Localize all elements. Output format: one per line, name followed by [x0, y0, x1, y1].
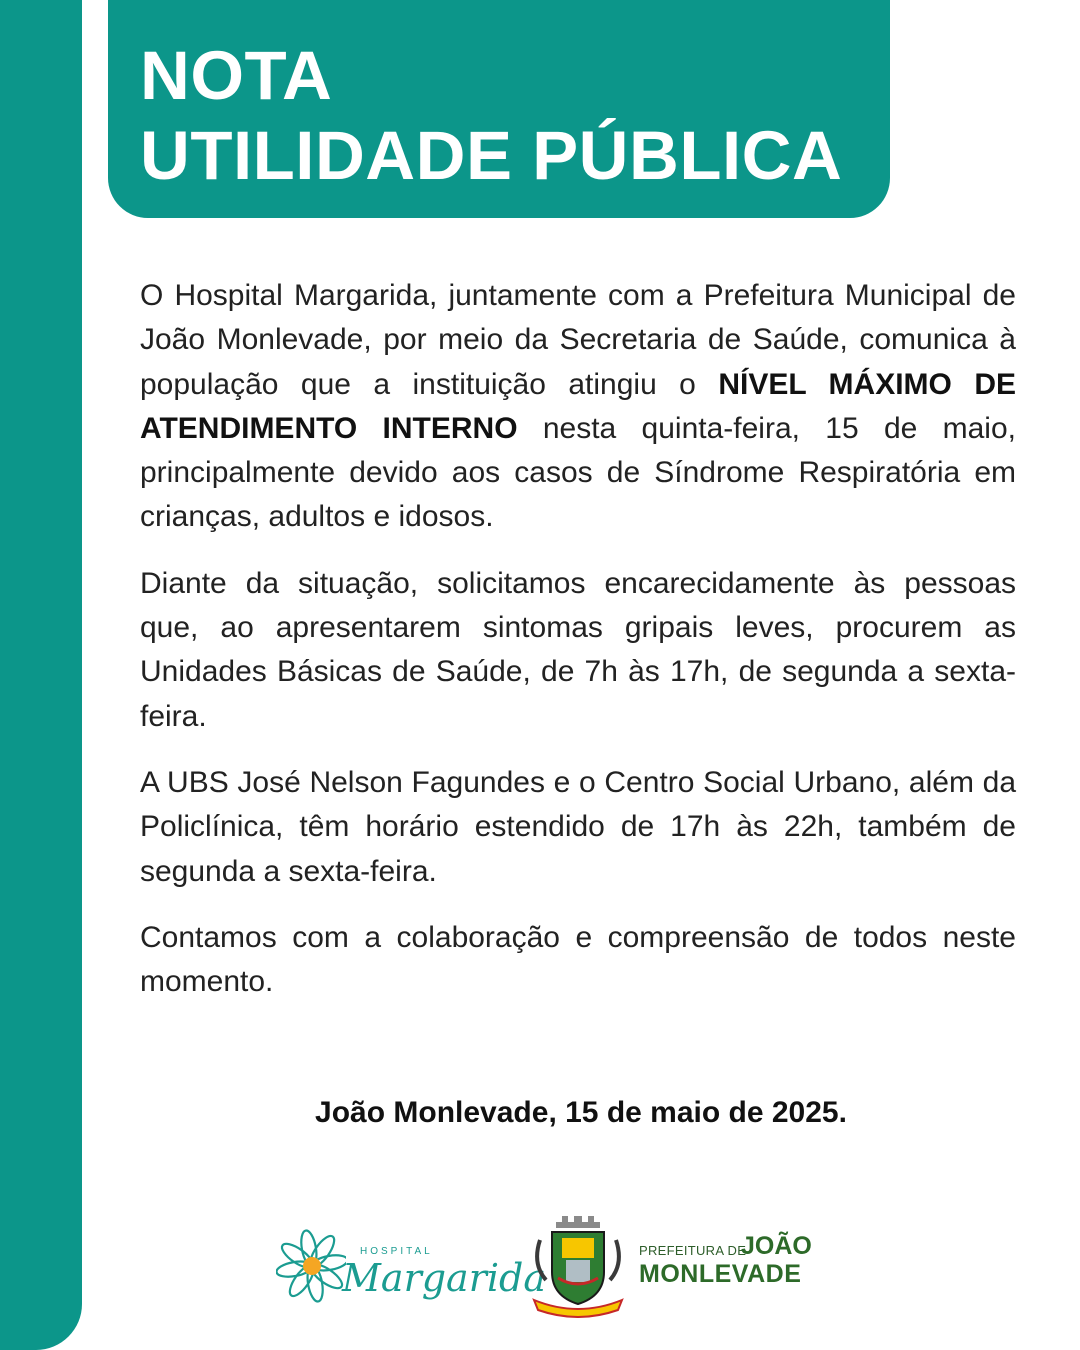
prefeitura-logo-small-text: PREFEITURA DE	[639, 1243, 747, 1258]
paragraph-1-end: nesta quinta-feira, 15 de maio, principalmente devido aos casos de Síndrome Respiratória em crianças, adultos e idosos.	[140, 411, 1016, 534]
paragraph-3: A UBS José Nelson Fagundes e o Centro Social Urbano, além da Policlínica, têm horário estendido de 17h às 22h, também de segunda a sexta-feira.	[140, 765, 1016, 888]
dateline: João Monlevade, 15 de maio de 2025.	[315, 1096, 847, 1129]
page-title	[140, 36, 842, 196]
paragraph-1	[140, 274, 1016, 540]
logos-footer	[0, 1214, 1080, 1324]
notice-body	[140, 274, 1016, 1004]
hospital-margarida-logo	[276, 1222, 547, 1312]
city-coat-of-arms-icon	[526, 1214, 630, 1318]
paragraph-4: Contamos com a colaboração e compreensão de todos neste momento.	[140, 920, 1016, 999]
title-line-2: UTILIDADE PÚBLICA	[140, 117, 843, 194]
margarida-logo-name: Margarida	[342, 1256, 547, 1300]
paragraph-2: Diante da situação, solicitamos encarecidamente às pessoas que, ao apresentarem sintomas gripais leves, procurem as Unidades Básicas de Saúde, de 7h às 17h, de segunda a sexta-feira.	[140, 566, 1016, 733]
margarida-logo-small-text: HOSPITAL	[360, 1246, 433, 1257]
title-line-1: NOTA	[140, 37, 333, 114]
prefeitura-logo	[639, 1232, 839, 1302]
side-accent-bar	[0, 0, 82, 1350]
paragraph-1-highlight: NÍVEL MÁXIMO DE ATENDIMENTO INTERNO	[140, 367, 1016, 445]
daisy-flower-icon	[276, 1222, 346, 1312]
paragraph-1-start: O Hospital Margarida, juntamente com a Prefeitura Municipal de João Monlevade, por meio da Secretaria de Saúde, comunica à população que a instituição atingiu o	[140, 279, 1016, 401]
prefeitura-logo-city-1: JOÃO	[741, 1232, 812, 1260]
prefeitura-logo-city-2: MONLEVADE	[639, 1260, 802, 1288]
